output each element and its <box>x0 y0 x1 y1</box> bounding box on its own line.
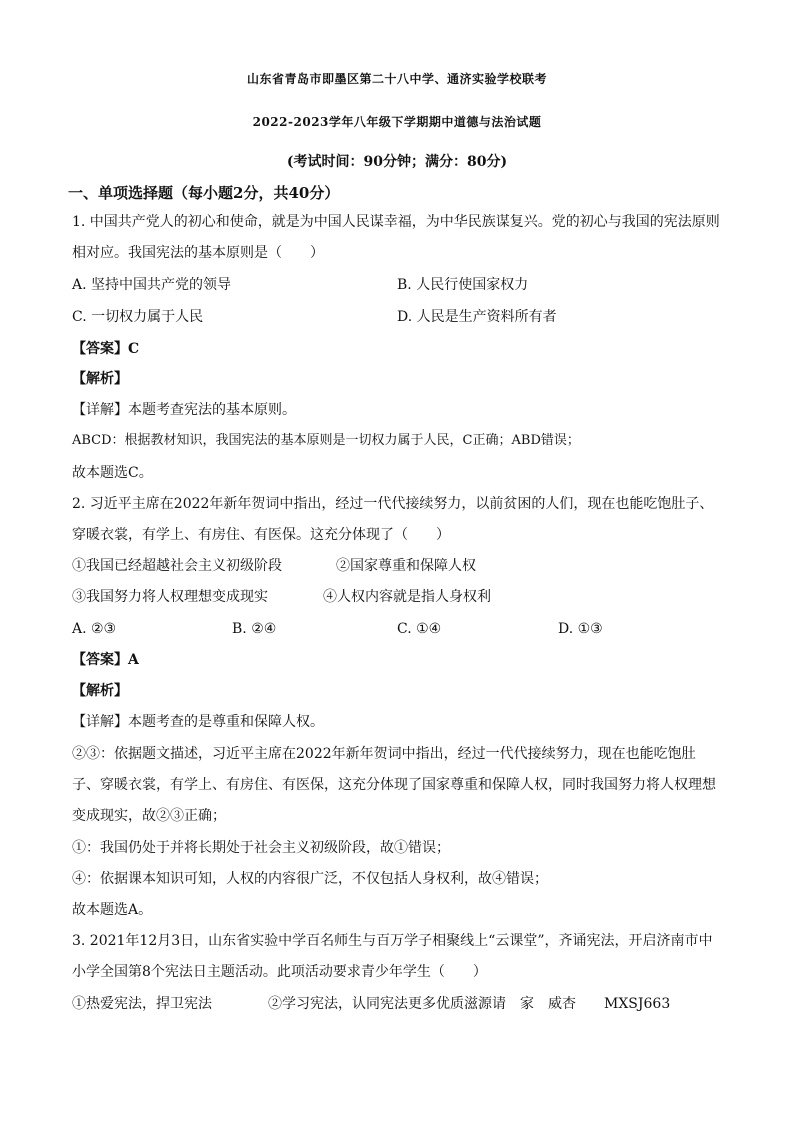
q2-answer: 【答案】A <box>72 652 139 668</box>
q2-item-2: ②国家尊重和保障人权 <box>336 558 476 574</box>
q2-option-d: D. ①③ <box>558 621 603 637</box>
q2-item-4: ④人权内容就是指人身权利 <box>323 589 491 605</box>
q3-stem-line-1: 3. 2021年12月3日，山东省实验中学百名师生与百万学子相聚线上“云课堂”，齐诵宪法，开启济南市中 <box>72 933 713 949</box>
q2-stem-line-2: 穿暖衣裳，有学上、有房住、有医保。这充分体现了（ ） <box>72 527 450 543</box>
q1-analysis-label: 【解析】 <box>72 371 128 387</box>
title-line-2: 2022-2023学年八年级下学期期中道德与法治试题 <box>252 115 542 129</box>
section-title: 一、单项选择题（每小题2分，共40分） <box>68 184 340 202</box>
q3-item-2: ②学习宪法，认同宪法更多优质滋源请 家 威杏 MXSJ663 <box>268 996 671 1012</box>
q1-option-d: D. 人民是生产资料所有者 <box>397 309 557 325</box>
q1-option-b: B. 人民行使国家权力 <box>397 277 529 293</box>
q2-explanation-2: ①：我国仍处于并将长期处于社会主义初级阶段，故①错误； <box>72 840 450 856</box>
q2-conclusion: 故本题选A。 <box>72 902 153 918</box>
q2-item-3: ③我国努力将人权理想变成现实 <box>72 589 268 605</box>
q2-option-a: A. ②③ <box>72 621 117 637</box>
q2-stem-line-1: 2. 习近平主席在2022年新年贺词中指出，经过一代代接续努力，以前贫困的人们，现在也能吃饱肚子、 <box>72 496 714 512</box>
q2-option-b: B. ②④ <box>232 621 277 637</box>
q2-option-c: C. ①④ <box>397 621 442 637</box>
q1-conclusion: 故本题选C。 <box>72 465 153 481</box>
q1-option-a: A. 坚持中国共产党的领导 <box>72 277 232 293</box>
q2-explanation-1-line-3: 变成现实，故②③正确； <box>72 808 226 824</box>
q3-item-1: ①热爱宪法，捍卫宪法 <box>72 996 212 1012</box>
q2-detail: 【详解】本题考查的是尊重和保障人权。 <box>72 714 324 730</box>
q1-answer: 【答案】C <box>72 341 140 357</box>
q1-option-c: C. 一切权力属于人民 <box>72 309 204 325</box>
q1-stem-line-2: 相对应。我国宪法的基本原则是（ ） <box>72 245 324 261</box>
q1-reason: ABCD：根据教材知识，我国宪法的基本原则是一切权力属于人民，C正确；ABD错误； <box>72 433 580 448</box>
title-line-1: 山东省青岛市即墨区第二十八中学、通济实验学校联考 <box>246 72 547 86</box>
q1-detail: 【详解】本题考查宪法的基本原则。 <box>72 402 296 418</box>
q2-explanation-1-line-2: 子、穿暖衣裳，有学上、有房住、有医保，这充分体现了国家尊重和保障人权，同时我国努力将人权理想 <box>72 777 716 793</box>
q2-explanation-3: ④：依据课本知识可知，人权的内容很广泛，不仅包括人身权利，故④错误； <box>72 871 548 887</box>
q3-stem-line-2: 小学全国第8个宪法日主题活动。此项活动要求青少年学生（ ） <box>72 964 487 980</box>
q1-stem-line-1: 1. 中国共产党人的初心和使命，就是为中国人民谋幸福，为中华民族谋复兴。党的初心与我国的宪法原则 <box>72 214 720 230</box>
exam-info: (考试时间：90分钟；满分：80分) <box>286 154 508 170</box>
q2-item-1: ①我国已经超越社会主义初级阶段 <box>72 558 282 574</box>
q2-explanation-1-line-1: ②③：依据题文描述，习近平主席在2022年新年贺词中指出，经过一代代接续努力，现在也能吃饱肚 <box>72 746 696 762</box>
q2-analysis-label: 【解析】 <box>72 683 128 699</box>
